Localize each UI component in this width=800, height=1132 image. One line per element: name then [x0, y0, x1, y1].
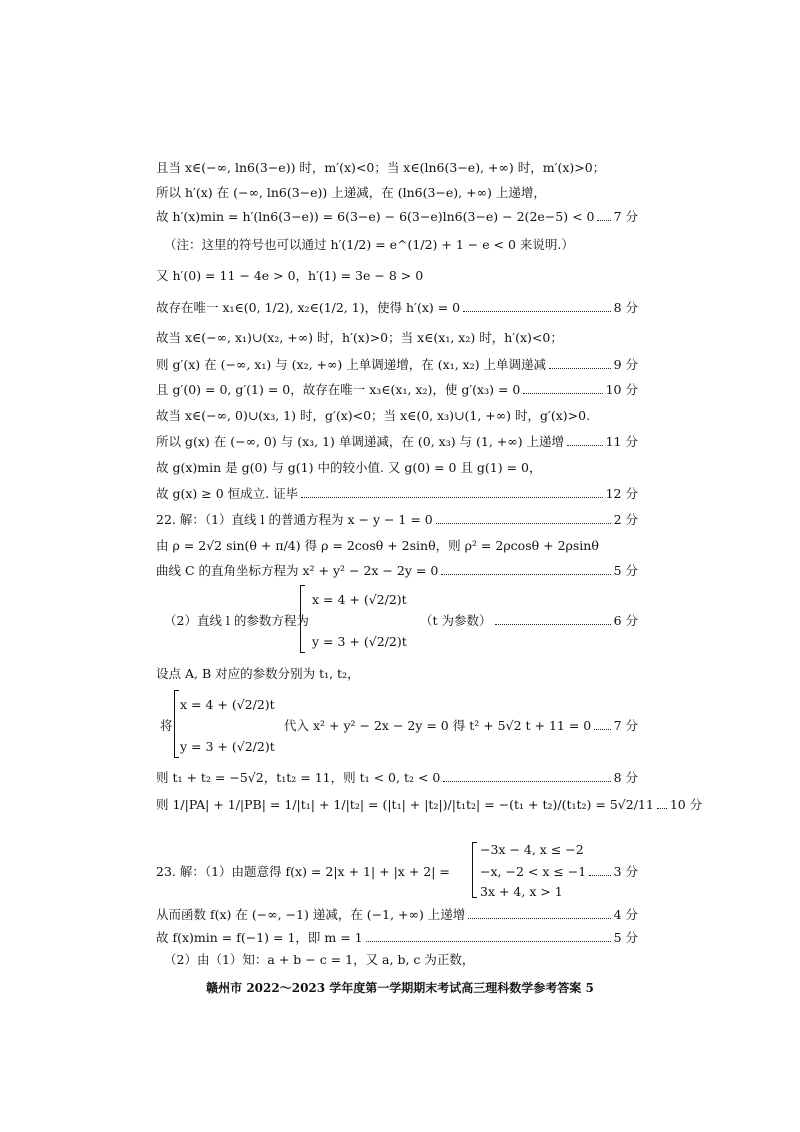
score: 5 分 [613, 930, 638, 945]
answer-line [156, 930, 638, 946]
score: 8 分 [613, 300, 638, 315]
line-text: 故当 x∈(−∞, x₁)∪(x₂, +∞) 时，h′(x)>0；当 x∈(x₁, x₂) 时，h′(x)<0； [156, 330, 563, 345]
answer-line [156, 563, 638, 579]
answer-line [156, 330, 638, 346]
param-prefix: （2）直线 l 的参数方程为 [164, 613, 309, 628]
param-eq-y: y = 3 + (√2/2)t [312, 634, 407, 649]
line-text: 故 h′(x)min = h′(ln6(3−e)) = 6(3−e) − 6(3−e)ln6(3−e) − 2(2e−5) < 0 [156, 209, 595, 224]
line-text: 且当 x∈(−∞, ln6(3−e)) 时，m′(x)<0；当 x∈(ln6(3−e), +∞) 时，m′(x)>0； [156, 160, 606, 175]
line-text: 22. 解：（1）直线 l 的普通方程为 x − y − 1 = 0 [156, 512, 433, 527]
line-text: 则 g′(x) 在 (−∞, x₁) 与 (x₂, +∞) 上单调递增，在 (x₁, x₂) 上单调递减 [156, 357, 547, 372]
line-text: 所以 g(x) 在 (−∞, 0) 与 (x₃, 1) 单调递减，在 (0, x₃) 与 (1, +∞) 上递增 [156, 434, 565, 449]
line-text: 且 g′(0) = 0, g′(1) = 0，故存在唯一 x₃∈(x₁, x₂)，使 g′(x₃) = 0 [156, 382, 521, 397]
subst-eq-x: x = 4 + (√2/2)t [180, 697, 275, 712]
line-text: 曲线 C 的直角坐标方程为 x² + y² − 2x − 2y = 0 [156, 563, 439, 578]
line-text: 则 t₁ + t₂ = −5√2，t₁t₂ = 11，则 t₁ < 0, t₂ < 0 [156, 770, 441, 785]
param-eq-x: x = 4 + (√2/2)t [312, 592, 407, 607]
line-text: 所以 h′(x) 在 (−∞, ln6(3−e)) 上递减，在 (ln6(3−e), +∞) 上递增， [156, 185, 546, 200]
line-text: 故存在唯一 x₁∈(0, 1/2), x₂∈(1/2, 1)，使得 h′(x) = 0 [156, 300, 461, 315]
answer-line [156, 160, 638, 176]
page-footer: 赣州市 2022～2023 学年度第一学期期末考试高三理科数学参考答案 5 [206, 981, 594, 995]
brace [300, 585, 307, 653]
leader-dots [301, 497, 603, 498]
score: 9 分 [613, 357, 638, 372]
subst-rest-line: 代入 x² + y² − 2x − 2y = 0 得 t² + 5√2 t + 11 = 0 7 分 [284, 718, 638, 733]
piecewise-case-2-line: −x, −2 < x ≤ −1 3 分 [480, 864, 638, 879]
score: 3 分 [613, 864, 638, 879]
answer-line [156, 666, 638, 682]
score: 4 分 [613, 907, 638, 922]
leader-dots [549, 368, 611, 369]
param-note-line: （t 为参数） 6 分 [420, 613, 638, 628]
score: 12 分 [605, 486, 638, 501]
leader-dots [463, 311, 610, 312]
leader-dots [597, 220, 610, 221]
answer-line [156, 538, 638, 554]
answer-line [156, 357, 638, 373]
leader-dots [441, 574, 610, 575]
answer-line [156, 907, 638, 923]
leader-dots [567, 445, 603, 446]
line-text: 故 g(x)min 是 g(0) 与 g(1) 中的较小值. 又 g(0) = 0 且 g(1) = 0， [156, 460, 542, 475]
answer-line [156, 300, 638, 316]
answer-line [156, 770, 638, 786]
answer-line [156, 209, 638, 225]
answer-line [156, 486, 638, 502]
answer-line [164, 237, 646, 253]
subst-eq-y: y = 3 + (√2/2)t [180, 739, 275, 754]
piecewise-prefix: 23. 解：（1）由题意得 f(x) = 2|x + 1| + |x + 2| = [156, 864, 450, 879]
answer-line [164, 952, 646, 968]
score: 8 分 [613, 770, 638, 785]
line-text: 又 h′(0) = 11 − 4e > 0，h′(1) = 3e − 8 > 0 [156, 268, 424, 283]
answer-line [156, 382, 638, 398]
line-text: （2）由（1）知：a + b − c = 1，又 a, b, c 为正数， [164, 952, 475, 967]
line-text: 从而函数 f(x) 在 (−∞, −1) 递减，在 (−1, +∞) 上递增 [156, 907, 466, 922]
score: 2 分 [613, 512, 638, 527]
leader-dots [443, 781, 610, 782]
piecewise-case-1: −3x − 4, x ≤ −2 [480, 842, 584, 857]
answer-line [156, 434, 638, 450]
score: 10 分 [605, 382, 638, 397]
answer-line [156, 268, 638, 284]
score: 11 分 [605, 434, 638, 449]
score: 6 分 [613, 613, 638, 628]
line-text: 故当 x∈(−∞, 0)∪(x₃, 1) 时，g′(x)<0；当 x∈(0, x₃)∪(1, +∞) 时，g′(x)>0. [156, 408, 591, 423]
score: 5 分 [613, 563, 638, 578]
brace [472, 842, 479, 898]
score: 7 分 [613, 718, 638, 733]
line-text: 则 1/|PA| + 1/|PB| = 1/|t₁| + 1/|t₂| = (|t₁| + |t₂|)/|t₁t₂| = −(t₁ + t₂)/(t₁t₂) = 5√2/11 [156, 797, 654, 812]
leader-dots [657, 808, 667, 809]
line-text: （注：这里的符号也可以通过 h′(1/2) = e^(1/2) + 1 − e < 0 来说明.） [164, 237, 574, 252]
leader-dots [523, 393, 602, 394]
leader-dots [594, 729, 610, 730]
score: 7 分 [613, 209, 638, 224]
leader-dots [495, 624, 611, 625]
line-text: 由 ρ = 2√2 sin(θ + π/4) 得 ρ = 2cosθ + 2sinθ，则 ρ² = 2ρcosθ + 2ρsinθ [156, 538, 599, 553]
answer-line [156, 460, 638, 476]
leader-dots [589, 875, 610, 876]
piecewise-case-3: 3x + 4, x > 1 [480, 884, 563, 899]
subst-prefix: 将 [160, 718, 173, 733]
answer-line [156, 408, 638, 424]
answer-line [156, 185, 638, 201]
line-text: 设点 A, B 对应的参数分别为 t₁, t₂， [156, 666, 360, 681]
leader-dots [366, 941, 611, 942]
line-text: 故 g(x) ≥ 0 恒成立. 证毕 [156, 486, 299, 501]
leader-dots [436, 523, 611, 524]
leader-dots [468, 918, 610, 919]
line-text: 故 f(x)min = f(−1) = 1，即 m = 1 [156, 930, 363, 945]
answer-line [156, 797, 703, 813]
score: 10 分 [669, 797, 703, 812]
answer-line [156, 512, 638, 528]
